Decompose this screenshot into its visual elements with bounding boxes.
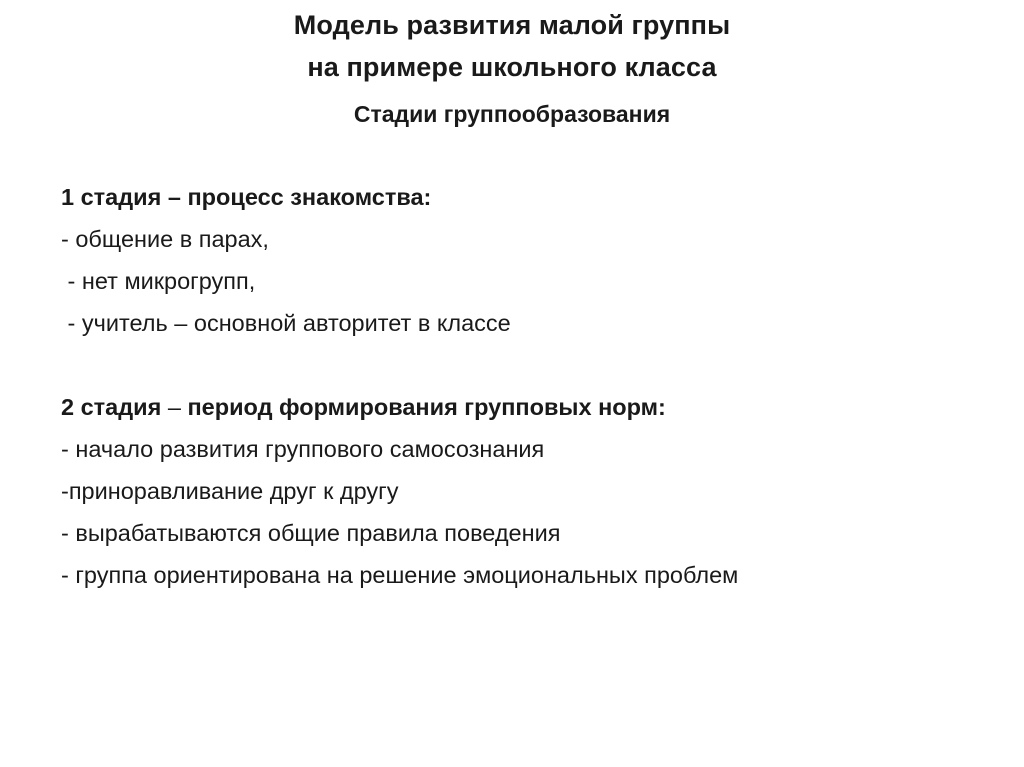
stage-1-item: - общение в парах,	[61, 226, 269, 252]
stage-1-heading	[61, 176, 991, 218]
stage-2-item: - вырабатываются общие правила поведения	[61, 520, 561, 546]
stage-1-title: процесс знакомства:	[187, 184, 432, 210]
stage-1-item: - нет микрогрупп,	[61, 268, 256, 294]
title-line-1: Модель развития малой группы	[293, 10, 731, 40]
stage-2-heading	[61, 386, 991, 428]
slide-subtitle: Стадии группообразования	[353, 101, 671, 127]
stage-2-item: - группа ориентирована на решение эмоциональных проблем	[61, 562, 739, 588]
stage-2-item: - начало развития группового самосознания	[61, 436, 545, 462]
stage-2-item: -приноравливание друг к другу	[61, 478, 399, 504]
title-line-2: на примере школьного класса	[307, 52, 717, 82]
slide-body	[61, 176, 991, 596]
stage-1-item: - учитель – основной авторитет в классе	[61, 310, 511, 336]
stage-2-title: период формирования групповых норм:	[187, 394, 666, 420]
stage-2-dash: –	[161, 394, 188, 420]
stage-1-number: 1 стадия	[61, 184, 162, 210]
stage-2-number: 2 стадия	[61, 394, 162, 420]
spacer	[61, 344, 991, 386]
stage-1-dash: –	[161, 184, 188, 210]
slide-title	[0, 4, 1024, 88]
